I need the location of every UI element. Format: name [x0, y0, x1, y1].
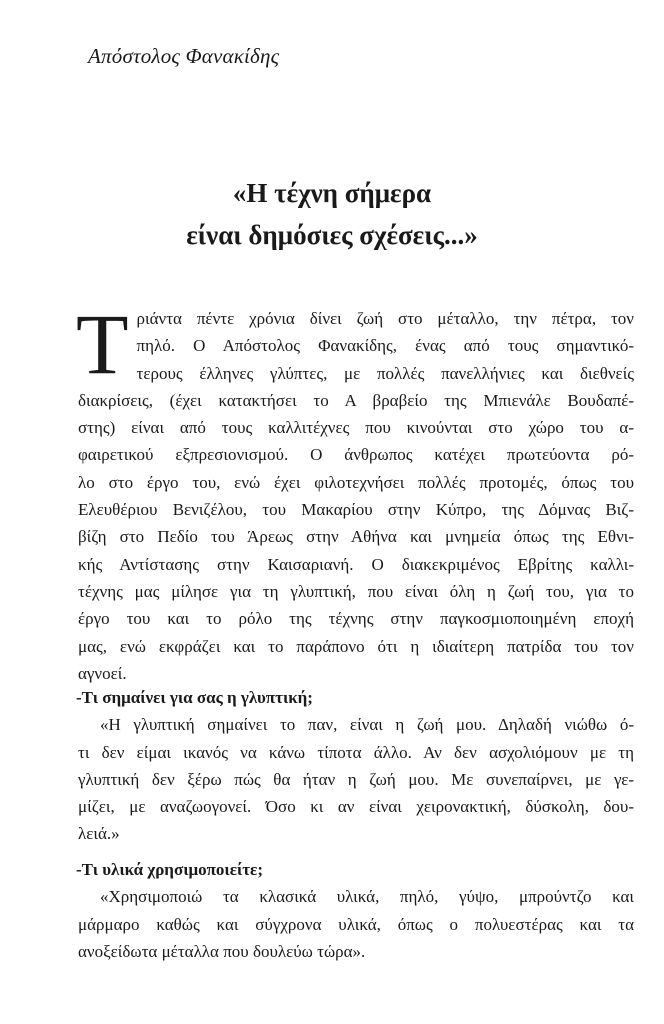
answer-paragraph	[78, 883, 634, 965]
intro-line: διακρίσεις, (έχει κατακτήσει το Α βραβείο της Μπιενάλε Βουδαπέ-	[78, 390, 634, 410]
answer-line: «Χρησιμοποιώ τα κλασικά υλικά, πηλό, γύψο, μπρούντζο και	[100, 887, 634, 907]
qa-block-1	[78, 684, 634, 848]
answer-line: «Η γλυπτική σημαίνει το παν, είναι η ζωή μου. Δηλαδή νιώθω ό-	[100, 715, 634, 735]
intro-paragraph	[76, 296, 634, 687]
intro-line: μας, ενώ εκφράζει και το παράπονο ότι η ιδιαίτερη πατρίδα του τον	[78, 636, 634, 656]
intro-line: Ελευθέριου Βενιζέλου, του Μακαρίου στην Κύπρο, της Δόμνας Βιζ-	[78, 500, 634, 520]
intro-line: στης) είναι από τους καλλιτέχνες που κινούνται στο χώρο του α-	[78, 418, 634, 438]
intro-line: πηλό. Ο Απόστολος Φανακίδης, ένας από τους σημαντικό-	[136, 336, 634, 356]
intro-line: ριάντα πέντε χρόνια δίνει ζωή στο μέταλλο, την πέτρα, τον	[136, 309, 634, 328]
intro-line: φαιρετικού εξπρεσιονισμού. Ο άνθρωπος κατέχει πρωτεύοντα ρό-	[78, 445, 634, 465]
answer-line: γλυπτική δεν ξέρω πώς θα ήταν η ζωή μου. Με συνεπαίρνει, με γε-	[78, 769, 634, 789]
answer-line: τι δεν είμαι ικανός να κάνω τίποτα άλλο. Αν δεν ασχολιόμουν με τη	[78, 742, 634, 762]
intro-line: βίζη στο Πεδίο του Άρεως στην Αθήνα και μνημεία όπως της Εθνι-	[78, 527, 634, 547]
intro-line: κής Αντίστασης στην Καισαριανή. Ο διακεκριμένος Εβρίτης καλλι-	[78, 554, 634, 574]
answer-line: λειά.»	[78, 824, 120, 844]
article-title	[0, 172, 664, 256]
intro-line: έργο του και το ρόλο της τέχνης στην παγκοσμιοποιημένη εποχή	[78, 609, 634, 629]
answer-line: μίζει, με αναζωογονεί. Όσο κι αν είναι χειρονακτική, δύσκολη, δου-	[78, 797, 634, 817]
question-heading: -Τι σημαίνει για σας η γλυπτική;	[76, 688, 313, 707]
answer-paragraph	[78, 711, 634, 847]
answer-line: μάρμαρο καθώς και σύγχρονα υλικά, όπως ο πολυεστέρας και τα	[78, 914, 634, 934]
drop-cap: Τ	[76, 296, 129, 392]
question-heading: -Τι υλικά χρησιμοποιείτε;	[76, 860, 263, 879]
intro-line: αγνοεί.	[78, 663, 127, 683]
intro-line: λο στο έργο του, ενώ έχει φιλοτεχνήσει πολλές προτομές, όπως του	[78, 472, 634, 492]
qa-block-2	[78, 856, 634, 965]
answer-line: ανοξείδωτα μέταλλα που δουλεύω τώρα».	[78, 941, 366, 961]
intro-line: τερους έλληνες γλύπτες, με πολλές πανελλήνιες και διεθνείς	[136, 363, 634, 383]
title-line-1: «Η τέχνη σήμερα	[232, 178, 432, 208]
title-line-2: είναι δημόσιες σχέσεις...»	[186, 220, 478, 250]
running-header-author: Απόστολος Φανακίδης	[88, 44, 280, 68]
intro-line: τέχνης μας μίλησε για τη γλυπτική, που είναι όλη η ζωή του, για το	[78, 581, 634, 601]
